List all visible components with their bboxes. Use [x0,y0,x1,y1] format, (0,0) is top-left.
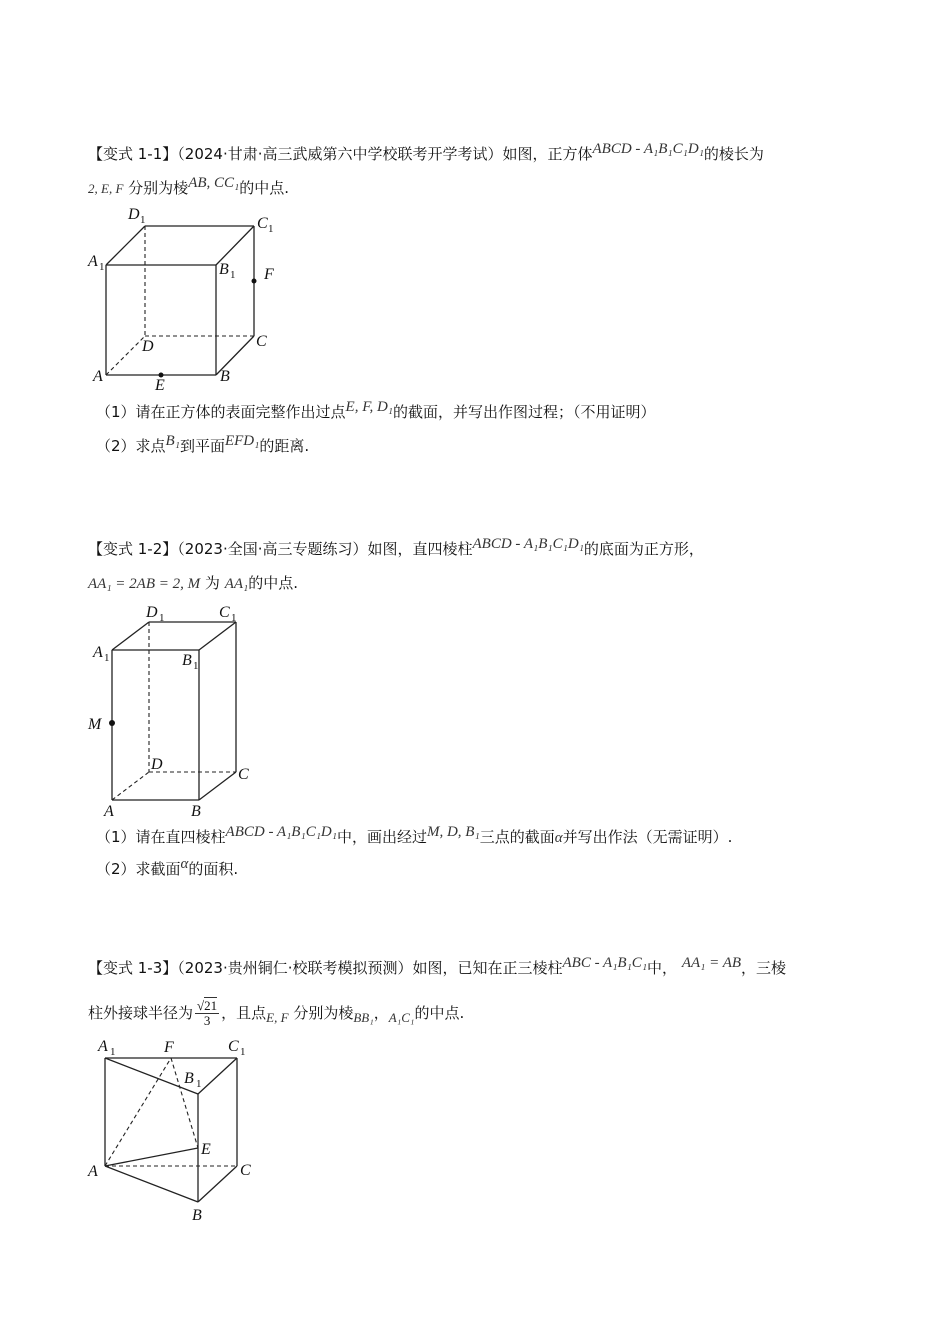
tri-label-A: A [88,1163,98,1180]
prism-label-B: B [191,803,201,820]
variant2-q1-label: （1）请在直四棱柱 [96,828,226,846]
variant3-points: E, F [266,1010,289,1025]
cube-label-A1: A [88,253,98,270]
variant2-q2-alpha: α [180,856,189,872]
variant3-heading: 【变式 1-3】 [88,959,178,977]
variant2-alpha: α [554,830,563,846]
variant2-source: （2023·全国·高三专题练习）如图，直四棱柱 [177,540,473,558]
variant1-q2-label: （2）求点 [96,437,166,455]
prism-label-D1: D [146,604,158,621]
variant2-solid: ABCD - A₁B₁C₁D₁ [472,536,584,552]
cube-label-A: A [93,368,103,385]
variant1-q1-label: （1）请在正方体的表面完整作出过点 [96,403,346,421]
variant3-radius-fraction: $\frac{√21}{3}$ [197,998,218,1028]
svg-text:1: 1 [231,612,237,624]
variant2-q1-solid: ABCD - A₁B₁C₁D₁ [225,824,337,840]
variant3-frac-den: 3 [203,1013,211,1028]
cube-label-D: D [142,338,154,355]
variant3-source: （2023·贵州铜仁·校联考模拟预测）如图，已知在正三棱柱 [177,959,563,977]
prism-label-D: D [151,756,163,773]
tri-label-B1: B [184,1070,194,1087]
variant1-q2-mid: 到平面 [179,437,225,455]
variant2-q1-end: 并写出作法（无需证明）. [562,828,733,846]
variant3-edge1: BB₁ [353,1010,374,1025]
prism-label-A1: A [93,644,103,661]
prism-label-M: M [88,716,102,733]
variant3-line2-mid2: 分别为棱 [293,1004,354,1022]
variant3-solid: ABC - A₁B₁C₁ [562,955,648,971]
tri-label-B: B [192,1207,202,1224]
variant3-line2-end: 的中点. [414,1004,465,1022]
variant1-heading: 【变式 1-1】 [88,145,178,163]
tri-label-F: F [164,1039,174,1056]
variant1-source: （2024·甘肃·高三武威第六中学校联考开学考试）如图，正方体 [177,145,593,163]
variant1-line2-math: 2, E, F [88,181,124,196]
variant2-q1-mid2: 三点的截面 [479,828,555,846]
variant1-q2-point: B₁ [165,433,180,449]
svg-text:1: 1 [110,1046,116,1058]
prism-label-C1: C [219,604,230,621]
variant1-line2-end: 的中点. [239,179,290,197]
variant2-q2-end: 的面积. [188,860,239,878]
variant1-q1-points: E, F, D₁ [345,399,393,415]
svg-text:1: 1 [193,660,199,672]
svg-text:1: 1 [268,223,274,235]
variant2-heading: 【变式 1-2】 [88,540,178,558]
cube-label-B: B [220,368,230,385]
variant2-edge: AA₁ [224,576,249,592]
svg-text:1: 1 [159,612,165,624]
cube-label-F: F [264,266,274,283]
cube-label-C: C [256,333,267,350]
prism-label-A: A [104,803,114,820]
svg-text:1: 1 [99,261,105,273]
variant3-frac-num: 21 [204,998,218,1013]
variant2-text1: 的底面为正方形， [583,540,704,558]
prism-label-B1: B [182,652,192,669]
variant2-q1-mid: 中，画出经过 [336,828,427,846]
tri-label-C1: C [228,1038,239,1055]
variant2-q1-points: M, D, B₁ [426,824,480,840]
svg-text:1: 1 [196,1078,202,1090]
variant3-edge2: A₁C₁ [388,1010,415,1025]
variant1-edges: AB, CC₁ [188,175,240,191]
variant1-q2-end: 的距离. [259,437,310,455]
variant2-cond: AA₁ = 2AB = 2, M [88,576,201,592]
variant1-q1-text: 的截面，并写出作图过程；（不用证明） [393,403,656,421]
tri-label-C: C [240,1162,251,1179]
tri-label-E: E [201,1141,211,1158]
svg-text:1: 1 [104,652,110,664]
cube-label-E: E [155,377,165,394]
tri-label-A1: A [98,1038,108,1055]
prism-label-C: C [238,766,249,783]
variant3-text1: 中， [647,959,678,977]
variant1-line2-text: 分别为棱 [128,179,189,197]
variant3-line2-mid: ，且点 [221,1004,267,1022]
variant3-cond: AA₁ = AB [681,955,742,971]
variant3-comma: ， [373,1004,389,1022]
variant1-edge-text: 的棱长为 [703,145,764,163]
variant1-solid: ABCD - A₁B₁C₁D₁ [592,141,704,157]
variant3-line2-start: 柱外接球半径为 [88,1004,194,1022]
svg-text:1: 1 [140,214,146,226]
cube-label-C1: C [257,215,268,232]
variant1-q2-plane: EFD₁ [224,433,260,449]
cube-label-D1: D [128,206,140,223]
variant2-text3: 的中点. [248,574,299,592]
variant3-text2: ，三棱 [741,959,787,977]
svg-text:1: 1 [230,269,236,281]
variant2-text2: 为 [204,574,220,592]
svg-text:1: 1 [240,1046,246,1058]
variant2-q2-label: （2）求截面 [96,860,181,878]
cube-label-B1: B [219,261,229,278]
